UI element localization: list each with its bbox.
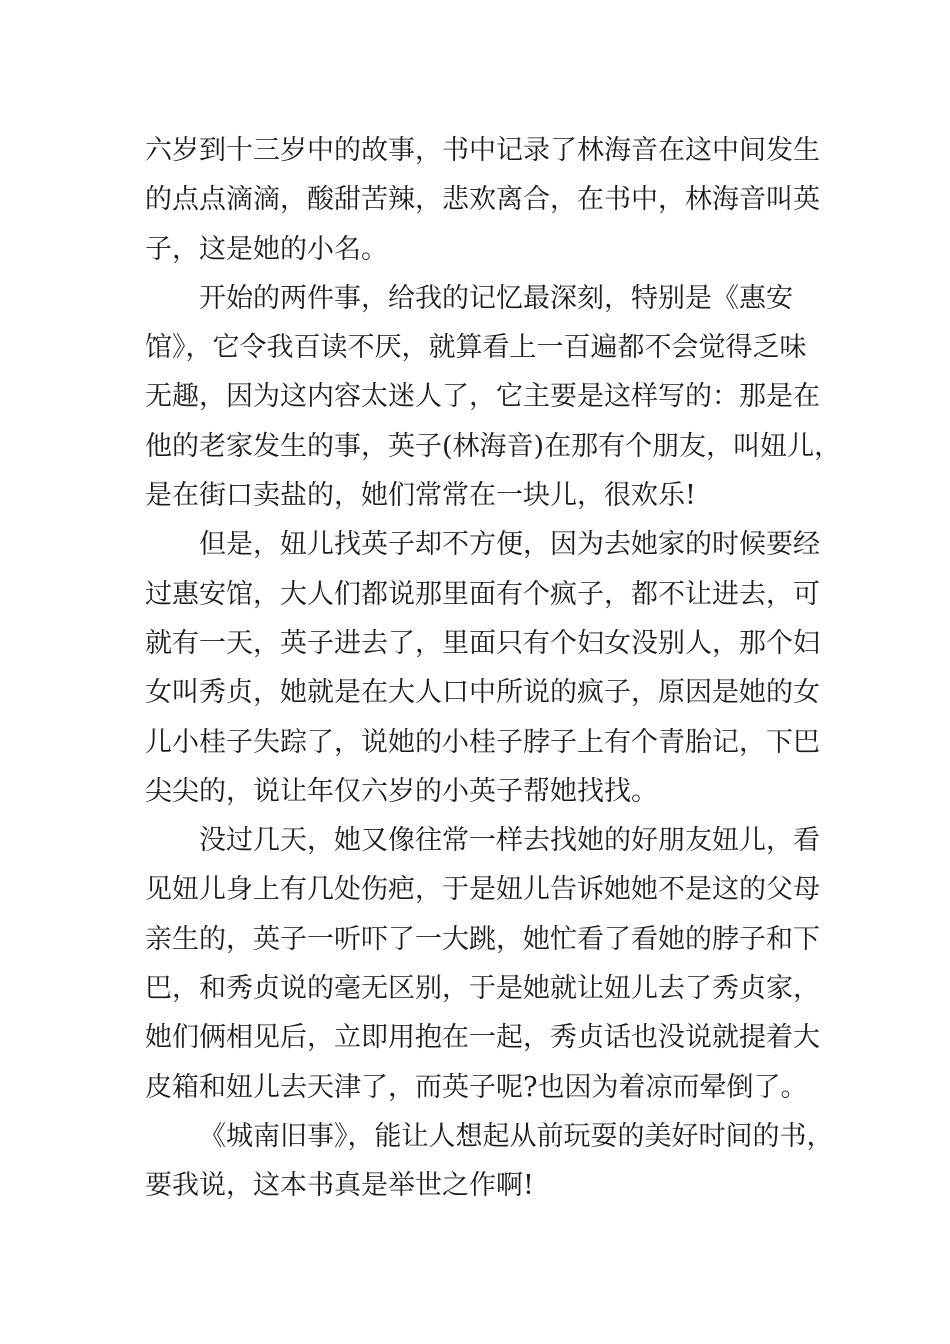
text-line: 六岁到十三岁中的故事，书中记录了林海音在这中间发生 <box>145 135 820 166</box>
text-line: 《城南旧事》，能让人想起从前玩耍的美好时间的书， <box>199 1120 834 1152</box>
text-line: 没过几天，她又像往常一样去找她的好朋友妞儿，看 <box>199 825 820 857</box>
text-line: 女叫秀贞，她就是在大人口中所说的疯子，原因是她的女 <box>145 677 820 709</box>
text-line: 她们俩相见后，立即用抱在一起，秀贞话也没说就提着大 <box>145 1022 820 1054</box>
text-line: 的点点滴滴，酸甜苦辣，悲欢离合，在书中，林海音叫英 <box>145 184 820 216</box>
text-line: 巴，和秀贞说的毫无区别，于是她就让妞儿去了秀贞家， <box>145 973 820 1005</box>
text-line: 就有一天，英子进去了，里面只有个妇女没别人，那个妇 <box>145 627 820 659</box>
text-line: 无趣，因为这内容太迷人了，它主要是这样写的：那是在 <box>145 381 820 413</box>
text-line: 是在街口卖盐的，她们常常在一块儿，很欢乐! <box>145 480 696 512</box>
text-line: 见妞儿身上有几处伤疤，于是妞儿告诉她她不是这的父母 <box>145 874 820 906</box>
text-line: 子，这是她的小名。 <box>145 233 388 265</box>
text-line: 开始的两件事，给我的记忆最深刻，特别是《惠安 <box>199 282 793 314</box>
text-line: 过惠安馆，大人们都说那里面有个疯子，都不让进去，可 <box>145 578 820 610</box>
text-line: 他的老家发生的事，英子(林海音)在那有个朋友，叫妞儿， <box>145 430 842 462</box>
document-body <box>145 126 842 1211</box>
text-line: 亲生的，英子一听吓了一大跳，她忙看了看她的脖子和下 <box>145 923 820 955</box>
text-line: 馆》，它令我百读不厌，就算看上一百遍都不会觉得乏味 <box>145 332 807 364</box>
text-line: 要我说，这本书真是举世之作啊! <box>145 1170 534 1202</box>
text-line: 但是，妞儿找英子却不方便，因为去她家的时候要经 <box>199 529 820 561</box>
text-line: 尖尖的，说让年仅六岁的小英子帮她找找。 <box>145 775 658 807</box>
text-line: 皮箱和妞儿去天津了，而英子呢?也因为着凉而晕倒了。 <box>145 1071 808 1103</box>
text-line: 儿小桂子失踪了，说她的小桂子脖子上有个青胎记，下巴 <box>145 726 820 758</box>
